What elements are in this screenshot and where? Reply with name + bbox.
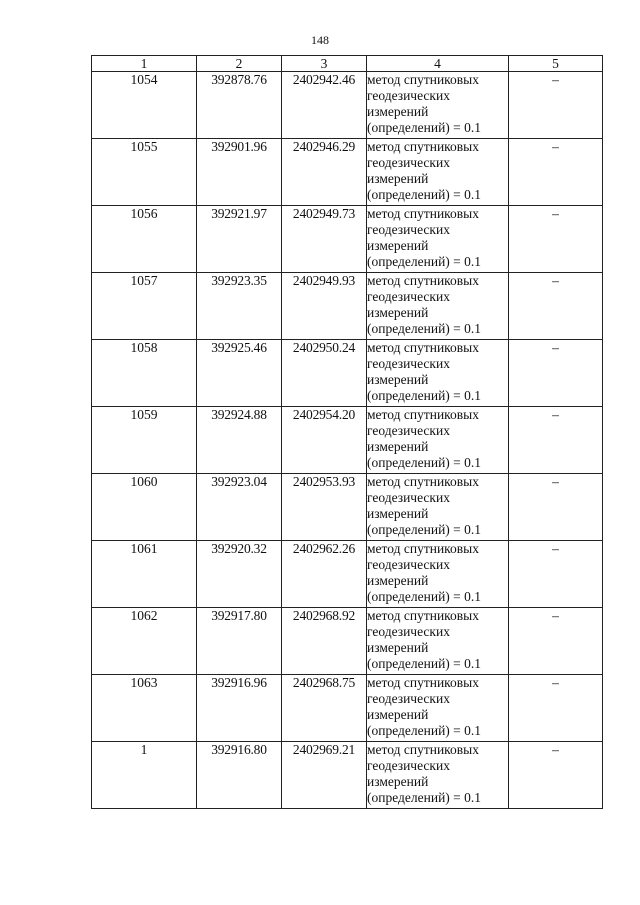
table-row bbox=[92, 474, 603, 541]
method-line: геодезических bbox=[367, 356, 450, 371]
point-number-cell: 1058 bbox=[92, 340, 197, 407]
method-line: (определений) = 0.1 bbox=[367, 723, 482, 738]
y-coordinate-cell: 2402954.20 bbox=[282, 407, 367, 474]
method-line: измерений bbox=[367, 506, 429, 521]
x-coordinate-cell: 392921.97 bbox=[197, 206, 282, 273]
method-line: (определений) = 0.1 bbox=[367, 321, 482, 336]
method-cell bbox=[367, 541, 509, 608]
method-line: геодезических bbox=[367, 289, 450, 304]
y-coordinate-cell: 2402946.29 bbox=[282, 139, 367, 206]
method-cell bbox=[367, 474, 509, 541]
description-cell: – bbox=[509, 407, 603, 474]
header-col-1: 1 bbox=[92, 56, 197, 72]
method-cell bbox=[367, 340, 509, 407]
y-coordinate-cell: 2402962.26 bbox=[282, 541, 367, 608]
method-line: измерений bbox=[367, 305, 429, 320]
x-coordinate-cell: 392878.76 bbox=[197, 72, 282, 139]
method-line: метод спутниковых bbox=[367, 541, 479, 556]
y-coordinate-cell: 2402949.73 bbox=[282, 206, 367, 273]
y-coordinate-cell: 2402968.75 bbox=[282, 675, 367, 742]
table-row bbox=[92, 72, 603, 139]
method-cell bbox=[367, 273, 509, 340]
method-line: метод спутниковых bbox=[367, 474, 479, 489]
method-line: геодезических bbox=[367, 557, 450, 572]
method-line: измерений bbox=[367, 573, 429, 588]
method-line: измерений bbox=[367, 171, 429, 186]
method-line: (определений) = 0.1 bbox=[367, 656, 482, 671]
method-line: (определений) = 0.1 bbox=[367, 254, 482, 269]
method-line: измерений bbox=[367, 439, 429, 454]
method-cell bbox=[367, 139, 509, 206]
header-col-3: 3 bbox=[282, 56, 367, 72]
y-coordinate-cell: 2402949.93 bbox=[282, 273, 367, 340]
table-row bbox=[92, 273, 603, 340]
point-number-cell: 1055 bbox=[92, 139, 197, 206]
method-line: измерений bbox=[367, 707, 429, 722]
method-cell bbox=[367, 206, 509, 273]
method-line: (определений) = 0.1 bbox=[367, 187, 482, 202]
point-number-cell: 1056 bbox=[92, 206, 197, 273]
method-line: геодезических bbox=[367, 423, 450, 438]
x-coordinate-cell: 392917.80 bbox=[197, 608, 282, 675]
point-number-cell: 1 bbox=[92, 742, 197, 809]
point-number-cell: 1060 bbox=[92, 474, 197, 541]
point-number-cell: 1057 bbox=[92, 273, 197, 340]
method-line: метод спутниковых bbox=[367, 675, 479, 690]
method-line: геодезических bbox=[367, 222, 450, 237]
description-cell: – bbox=[509, 608, 603, 675]
description-cell: – bbox=[509, 273, 603, 340]
method-line: (определений) = 0.1 bbox=[367, 522, 482, 537]
point-number-cell: 1054 bbox=[92, 72, 197, 139]
method-line: (определений) = 0.1 bbox=[367, 388, 482, 403]
description-cell: – bbox=[509, 742, 603, 809]
description-cell: – bbox=[509, 541, 603, 608]
y-coordinate-cell: 2402968.92 bbox=[282, 608, 367, 675]
method-cell bbox=[367, 407, 509, 474]
point-number-cell: 1059 bbox=[92, 407, 197, 474]
x-coordinate-cell: 392924.88 bbox=[197, 407, 282, 474]
method-line: геодезических bbox=[367, 691, 450, 706]
method-line: (определений) = 0.1 bbox=[367, 120, 482, 135]
method-line: геодезических bbox=[367, 758, 450, 773]
y-coordinate-cell: 2402950.24 bbox=[282, 340, 367, 407]
x-coordinate-cell: 392901.96 bbox=[197, 139, 282, 206]
point-number-cell: 1062 bbox=[92, 608, 197, 675]
method-line: метод спутниковых bbox=[367, 206, 479, 221]
header-col-5: 5 bbox=[509, 56, 603, 72]
method-line: измерений bbox=[367, 104, 429, 119]
method-line: (определений) = 0.1 bbox=[367, 455, 482, 470]
method-line: геодезических bbox=[367, 155, 450, 170]
page-number: 148 bbox=[311, 33, 329, 47]
table-row bbox=[92, 608, 603, 675]
table-row bbox=[92, 742, 603, 809]
x-coordinate-cell: 392920.32 bbox=[197, 541, 282, 608]
table-body bbox=[92, 72, 603, 809]
method-line: метод спутниковых bbox=[367, 273, 479, 288]
method-line: метод спутниковых bbox=[367, 72, 479, 87]
y-coordinate-cell: 2402953.93 bbox=[282, 474, 367, 541]
method-line: метод спутниковых bbox=[367, 139, 479, 154]
coordinates-table bbox=[91, 55, 603, 809]
method-line: измерений bbox=[367, 372, 429, 387]
description-cell: – bbox=[509, 206, 603, 273]
header-col-2: 2 bbox=[197, 56, 282, 72]
method-line: измерений bbox=[367, 774, 429, 789]
y-coordinate-cell: 2402942.46 bbox=[282, 72, 367, 139]
x-coordinate-cell: 392916.96 bbox=[197, 675, 282, 742]
method-line: геодезических bbox=[367, 490, 450, 505]
description-cell: – bbox=[509, 474, 603, 541]
description-cell: – bbox=[509, 72, 603, 139]
table-row bbox=[92, 206, 603, 273]
method-line: измерений bbox=[367, 238, 429, 253]
header-col-4: 4 bbox=[367, 56, 509, 72]
method-cell bbox=[367, 742, 509, 809]
method-line: метод спутниковых bbox=[367, 407, 479, 422]
point-number-cell: 1061 bbox=[92, 541, 197, 608]
method-line: (определений) = 0.1 bbox=[367, 790, 482, 805]
method-line: (определений) = 0.1 bbox=[367, 589, 482, 604]
method-line: геодезических bbox=[367, 624, 450, 639]
table-row bbox=[92, 675, 603, 742]
description-cell: – bbox=[509, 675, 603, 742]
description-cell: – bbox=[509, 139, 603, 206]
table-row bbox=[92, 340, 603, 407]
method-cell bbox=[367, 608, 509, 675]
x-coordinate-cell: 392923.04 bbox=[197, 474, 282, 541]
x-coordinate-cell: 392925.46 bbox=[197, 340, 282, 407]
description-cell: – bbox=[509, 340, 603, 407]
x-coordinate-cell: 392916.80 bbox=[197, 742, 282, 809]
x-coordinate-cell: 392923.35 bbox=[197, 273, 282, 340]
method-line: метод спутниковых bbox=[367, 608, 479, 623]
table-row bbox=[92, 541, 603, 608]
method-line: метод спутниковых bbox=[367, 742, 479, 757]
table-row bbox=[92, 407, 603, 474]
table-header-row bbox=[92, 56, 603, 72]
method-cell bbox=[367, 675, 509, 742]
method-cell bbox=[367, 72, 509, 139]
point-number-cell: 1063 bbox=[92, 675, 197, 742]
method-line: геодезических bbox=[367, 88, 450, 103]
method-line: метод спутниковых bbox=[367, 340, 479, 355]
method-line: измерений bbox=[367, 640, 429, 655]
table-row bbox=[92, 139, 603, 206]
y-coordinate-cell: 2402969.21 bbox=[282, 742, 367, 809]
